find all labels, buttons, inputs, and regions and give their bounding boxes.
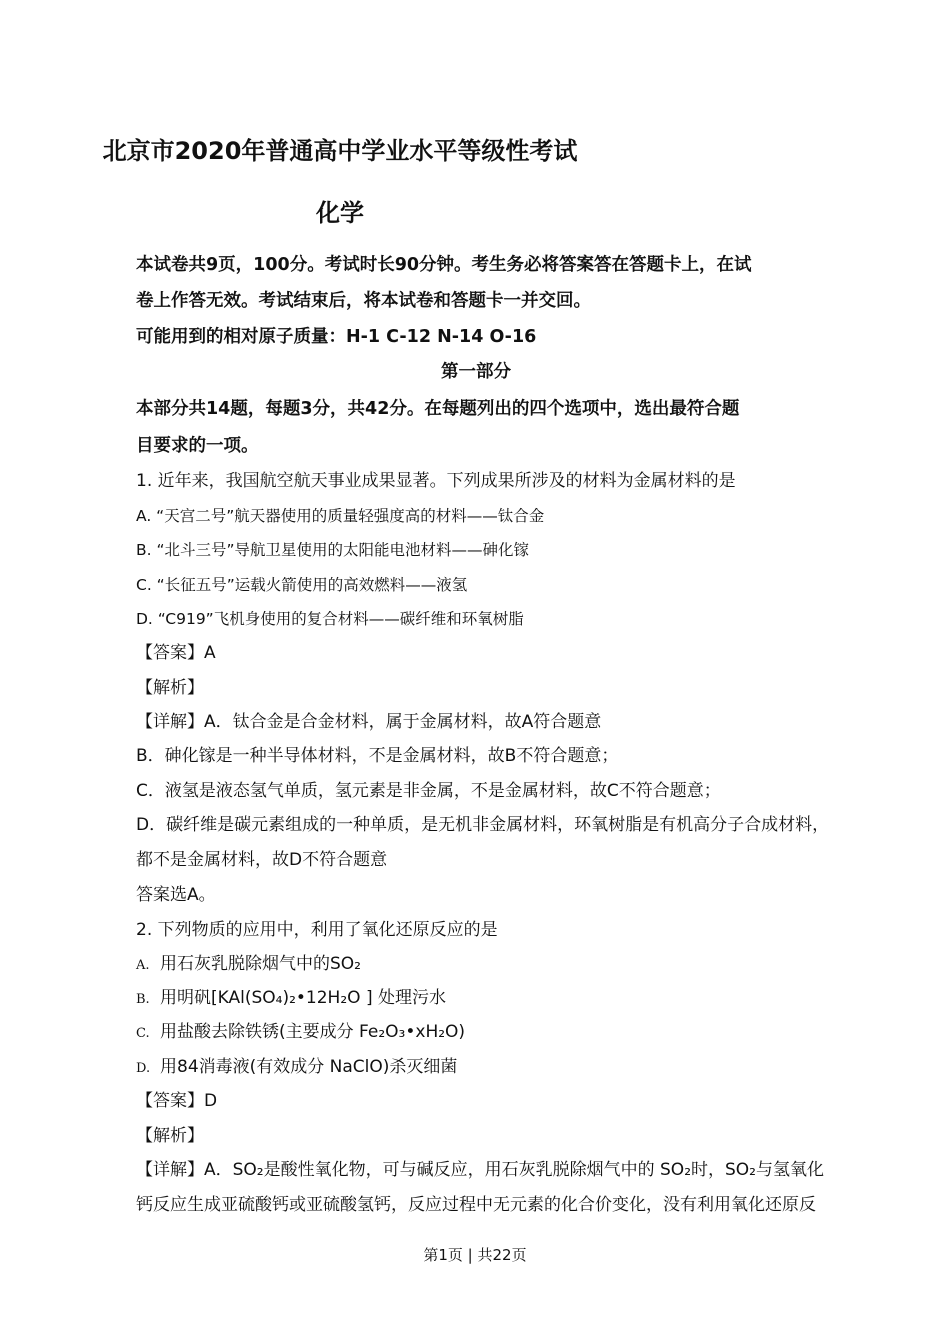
atomic-masses: 可能用到的相对原子质量：H-1 C-12 N-14 O-16 xyxy=(136,327,537,347)
q2-option-c xyxy=(136,1020,816,1046)
q2-option-b-text: 用明矾[KAl(SO₄)₂•12H₂O ] 处理污水 xyxy=(160,988,446,1008)
q1-analysis-label: 【解析】 xyxy=(136,678,204,698)
q2-option-b-label: B. xyxy=(136,992,150,1007)
part-description-1: 本部分共14题，每题3分，共42分。在每题列出的四个选项中，选出最符合题 xyxy=(136,399,740,419)
exam-title: 北京市2020年普通高中学业水平等级性考试 xyxy=(102,137,578,165)
part-heading: 第一部分 xyxy=(441,362,511,382)
q2-detail-2: 钙反应生成亚硫酸钙或亚硫酸氢钙，反应过程中无元素的化合价变化，没有利用氧化还原反 xyxy=(136,1195,816,1215)
q2-option-a-label: A. xyxy=(136,958,150,973)
q2-stem: 2. 下列物质的应用中，利用了氧化还原反应的是 xyxy=(136,920,498,940)
q1-detail-5: 都不是金属材料，故D不符合题意 xyxy=(136,850,388,870)
q1-detail-6: 答案选A。 xyxy=(136,885,216,905)
q1-detail-3: C．液氢是液态氢气单质，氢元素是非金属，不是金属材料，故C不符合题意； xyxy=(136,781,721,801)
instructions-line-2: 卷上作答无效。考试结束后，将本试卷和答题卡一并交回。 xyxy=(136,291,591,311)
q1-option-d: D. “C919”飞机身使用的复合材料——碳纤维和环氧树脂 xyxy=(136,610,524,628)
q2-option-a-text: 用石灰乳脱除烟气中的SO₂ xyxy=(160,954,361,974)
q1-option-b: B. “北斗三号”导航卫星使用的太阳能电池材料——砷化镓 xyxy=(136,541,530,559)
q1-answer: 【答案】A xyxy=(136,643,216,663)
q2-option-d xyxy=(136,1055,816,1081)
instructions-line-1: 本试卷共9页，100分。考试时长90分钟。考生务必将答案答在答题卡上，在试 xyxy=(136,255,752,275)
q2-option-b xyxy=(136,986,816,1012)
subject-title: 化学 xyxy=(316,199,364,227)
page-footer: 第1页 | 共22页 xyxy=(423,1246,527,1264)
q2-option-d-label: D. xyxy=(136,1061,151,1076)
q2-option-c-label: C. xyxy=(136,1026,150,1041)
q1-detail-2: B．砷化镓是一种半导体材料，不是金属材料，故B不符合题意； xyxy=(136,746,619,766)
q2-answer: 【答案】D xyxy=(136,1091,218,1111)
q1-option-c: C. “长征五号”运载火箭使用的高效燃料——液氢 xyxy=(136,576,468,594)
q1-option-a: A. “天宫二号”航天器使用的质量轻强度高的材料——钛合金 xyxy=(136,507,545,525)
q2-analysis-label: 【解析】 xyxy=(136,1126,204,1146)
q1-detail-4: D．碳纤维是碳元素组成的一种单质，是无机非金属材料，环氧树脂是有机高分子合成材料， xyxy=(136,815,830,835)
q1-detail-1: 【详解】A．钛合金是合金材料，属于金属材料，故A符合题意 xyxy=(136,712,602,732)
q2-option-a xyxy=(136,952,816,978)
part-description-2: 目要求的一项。 xyxy=(136,436,259,456)
q2-detail-1: 【详解】A．SO₂是酸性氧化物，可与碱反应，用石灰乳脱除烟气中的 SO₂时，SO₂与氢氧化 xyxy=(136,1160,824,1180)
q2-option-c-text: 用盐酸去除铁锈(主要成分 Fe₂O₃•xH₂O) xyxy=(160,1022,466,1042)
q1-stem: 1. 近年来，我国航空航天事业成果显著。下列成果所涉及的材料为金属材料的是 xyxy=(136,471,736,491)
q2-option-d-text: 用84消毒液(有效成分 NaClO)杀灭细菌 xyxy=(160,1057,458,1077)
